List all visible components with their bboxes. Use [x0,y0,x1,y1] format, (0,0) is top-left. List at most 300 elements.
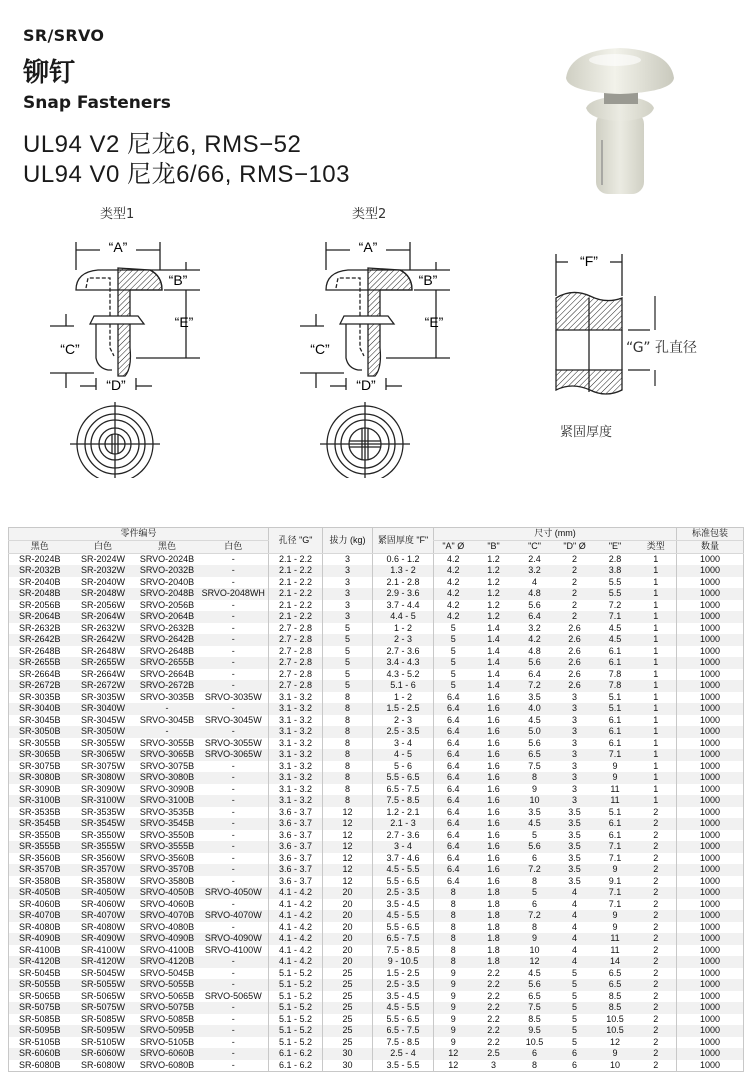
pack-quantity-cell: 1000 [677,761,744,773]
part-white-sr-cell: SR-5075W [71,1002,136,1014]
part-black-srvo-cell: SRVO-3035B [136,692,199,704]
dim-c-cell: 4.5 [515,715,555,727]
type-cell: 1 [636,726,677,738]
hole-diameter-cell: 2.1 - 2.2 [269,611,323,623]
dim-a-cell: 4.2 [434,611,473,623]
table-row [9,703,744,715]
dim-d-cell: 3 [555,795,595,807]
part-white-srvo-cell: - [199,1002,269,1014]
dim-b-cell: 3 [473,1060,515,1072]
pull-force-cell: 12 [323,807,373,819]
panel-thickness-cell: 4.3 - 5.2 [373,669,434,681]
type-cell: 1 [636,646,677,658]
pack-quantity-cell: 1000 [677,634,744,646]
hole-diameter-cell: 2.7 - 2.8 [269,634,323,646]
panel-thickness-cell: 2.1 - 3 [373,818,434,830]
hole-diameter-cell: 6.1 - 6.2 [269,1048,323,1060]
part-white-srvo-cell: SRVO-3055W [199,738,269,750]
pull-force-cell: 25 [323,1037,373,1049]
part-black-sr-cell: SR-2048B [9,588,71,600]
part-white-srvo-cell: - [199,795,269,807]
type-cell: 2 [636,1014,677,1026]
pull-force-cell: 5 [323,680,373,692]
hole-diameter-cell: 4.1 - 4.2 [269,887,323,899]
dim-a-cell: 4.2 [434,553,473,565]
panel-thickness-cell: 5 - 6 [373,761,434,773]
part-white-srvo-cell: - [199,956,269,968]
hole-dim-label [626,337,697,357]
part-black-sr-cell: SR-2040B [9,577,71,589]
part-white-srvo-cell: SRVO-4100W [199,945,269,957]
type-cell: 1 [636,749,677,761]
type-cell: 1 [636,577,677,589]
dim-c-cell: 4.8 [515,646,555,658]
dim-c-cell: 8 [515,772,555,784]
dim-c-cell: 7.5 [515,1002,555,1014]
pack-quantity-cell: 1000 [677,933,744,945]
dim-e-cell: 8.5 [595,1002,636,1014]
hole-diameter-label: 孔直径 [655,340,698,356]
dim-e-cell: 6.1 [595,830,636,842]
part-white-srvo-cell: SRVO-4070W [199,910,269,922]
pack-quantity-cell: 1000 [677,864,744,876]
dim-d-cell: 2 [555,600,595,612]
type1-section-diagram [50,228,250,478]
pack-quantity-cell: 1000 [677,784,744,796]
panel-thickness-cell: 6.5 - 7.5 [373,1025,434,1037]
part-black-srvo-cell: SRVO-3545B [136,818,199,830]
dim-d-cell: 3 [555,772,595,784]
type-cell: 2 [636,887,677,899]
table-row [9,933,744,945]
panel-thickness-cell: 1.5 - 2.5 [373,703,434,715]
dim-a-cell: 5 [434,634,473,646]
pull-force-cell: 20 [323,956,373,968]
part-white-sr-cell: SR-2024W [71,553,136,565]
panel-thickness-cell: 2 - 3 [373,715,434,727]
dim-label-c: “C” [310,341,330,357]
dim-e-cell: 11 [595,945,636,957]
dim-b-cell: 1.8 [473,922,515,934]
part-black-sr-cell: SR-4080B [9,922,71,934]
pack-quantity-cell: 1000 [677,553,744,565]
pack-quantity-cell: 1000 [677,1060,744,1072]
part-black-srvo-cell: SRVO-3055B [136,738,199,750]
part-white-srvo-cell: - [199,634,269,646]
pack-quantity-cell: 1000 [677,772,744,784]
hole-diameter-cell: 3.1 - 3.2 [269,749,323,761]
dim-e-cell: 4.5 [595,623,636,635]
table-row [9,772,744,784]
pull-force-cell: 8 [323,772,373,784]
dim-d-cell: 2.6 [555,634,595,646]
pull-force-cell: 25 [323,968,373,980]
dim-d-cell: 2.6 [555,623,595,635]
part-black-srvo-cell: SRVO-5045B [136,968,199,980]
part-black-srvo-cell: SRVO-3075B [136,761,199,773]
part-black-srvo-cell: SRVO-3100B [136,795,199,807]
dim-a-cell: 5 [434,657,473,669]
pull-force-cell: 3 [323,611,373,623]
part-black-srvo-cell: SRVO-2040B [136,577,199,589]
dim-b-cell: 1.6 [473,830,515,842]
table-row [9,611,744,623]
hole-diameter-cell: 3.1 - 3.2 [269,795,323,807]
dim-d-cell: 3 [555,715,595,727]
type-cell: 1 [636,611,677,623]
table-row [9,1025,744,1037]
part-white-srvo-cell: SRVO-2048WH [199,588,269,600]
dim-c-cell: 3.2 [515,623,555,635]
hole-diameter-cell: 6.1 - 6.2 [269,1060,323,1072]
dim-b-cell: 1.6 [473,726,515,738]
dim-a-cell: 9 [434,1025,473,1037]
part-black-sr-cell: SR-3570B [9,864,71,876]
dim-e-cell: 8.5 [595,991,636,1003]
dim-b-cell: 1.2 [473,588,515,600]
part-white-srvo-cell: - [199,1037,269,1049]
part-white-srvo-cell: - [199,807,269,819]
dim-a-cell: 4.2 [434,588,473,600]
table-row [9,588,744,600]
dim-a-cell: 6.4 [434,795,473,807]
dim-b-cell: 1.8 [473,899,515,911]
type-cell: 1 [636,772,677,784]
dim-label-g: “G” [626,340,651,356]
dim-e-cell: 7.1 [595,749,636,761]
type-cell: 2 [636,899,677,911]
dim-b-cell: 1.6 [473,795,515,807]
header-pull-force: 拔力 (kg) [323,528,373,554]
dim-b-cell: 1.6 [473,876,515,888]
dim-a-cell: 8 [434,887,473,899]
part-white-sr-cell: SR-3055W [71,738,136,750]
dim-b-cell: 1.4 [473,669,515,681]
dim-c-cell: 4.2 [515,634,555,646]
dim-c-cell: 10.5 [515,1037,555,1049]
type-cell: 2 [636,1025,677,1037]
dim-d-cell: 3.5 [555,853,595,865]
part-black-sr-cell: SR-3545B [9,818,71,830]
pack-quantity-cell: 1000 [677,899,744,911]
dim-a-cell: 6.4 [434,726,473,738]
type-cell: 1 [636,553,677,565]
dim-d-cell: 2.6 [555,680,595,692]
part-white-sr-cell: SR-3080W [71,772,136,784]
part-white-sr-cell: SR-2642W [71,634,136,646]
part-black-sr-cell: SR-2672B [9,680,71,692]
panel-thickness-cell: 4.4 - 5 [373,611,434,623]
part-black-srvo-cell: SRVO-2048B [136,588,199,600]
panel-thickness-cell: 2.7 - 3.6 [373,646,434,658]
part-white-sr-cell: SR-4060W [71,899,136,911]
hole-diameter-cell: 3.6 - 3.7 [269,830,323,842]
dim-e-cell: 9 [595,761,636,773]
header-black-sr: 黑色 [9,541,71,554]
dim-e-cell: 9 [595,910,636,922]
pull-force-cell: 8 [323,726,373,738]
hole-diameter-cell: 5.1 - 5.2 [269,979,323,991]
table-row [9,864,744,876]
dim-label-e: “E” [424,314,444,330]
part-black-srvo-cell: SRVO-3580B [136,876,199,888]
title-chinese: 铆钉 [23,58,76,88]
part-white-sr-cell: SR-3045W [71,715,136,727]
dim-c-cell: 2.4 [515,553,555,565]
dim-e-cell: 6.1 [595,657,636,669]
dim-label-d: “D” [106,377,126,393]
pull-force-cell: 12 [323,864,373,876]
panel-thickness-cell: 1.5 - 2.5 [373,968,434,980]
part-white-srvo-cell: - [199,623,269,635]
table-row [9,715,744,727]
part-black-srvo-cell: SRVO-4060B [136,899,199,911]
pack-quantity-cell: 1000 [677,692,744,704]
dim-a-cell: 6.4 [434,784,473,796]
part-black-sr-cell: SR-3075B [9,761,71,773]
dim-a-cell: 12 [434,1048,473,1060]
type-cell: 2 [636,979,677,991]
hole-diameter-cell: 5.1 - 5.2 [269,991,323,1003]
part-black-srvo-cell: SRVO-2056B [136,600,199,612]
dim-c-cell: 9.5 [515,1025,555,1037]
dim-d-cell: 3.5 [555,830,595,842]
dim-d-cell: 5 [555,1002,595,1014]
table-row [9,795,744,807]
dim-a-cell: 6.4 [434,853,473,865]
pack-quantity-cell: 1000 [677,1025,744,1037]
pack-quantity-cell: 1000 [677,611,744,623]
pull-force-cell: 3 [323,588,373,600]
dim-e-cell: 11 [595,784,636,796]
dim-b-cell: 1.2 [473,600,515,612]
dim-d-cell: 3 [555,726,595,738]
dim-c-cell: 4.0 [515,703,555,715]
header-dim-d: "D" Ø [555,541,595,554]
pull-force-cell: 8 [323,749,373,761]
pack-quantity-cell: 1000 [677,910,744,922]
dim-d-cell: 5 [555,979,595,991]
part-black-sr-cell: SR-2064B [9,611,71,623]
hole-diameter-cell: 5.1 - 5.2 [269,1037,323,1049]
part-black-srvo-cell: SRVO-4090B [136,933,199,945]
dim-e-cell: 7.1 [595,853,636,865]
dim-a-cell: 12 [434,1060,473,1072]
part-black-sr-cell: SR-2642B [9,634,71,646]
dim-c-cell: 7.2 [515,680,555,692]
type-cell: 1 [636,565,677,577]
part-black-srvo-cell: SRVO-4080B [136,922,199,934]
dim-d-cell: 2.6 [555,669,595,681]
part-white-sr-cell: SR-2632W [71,623,136,635]
type2-label: 类型2 [352,207,387,222]
part-black-srvo-cell: SRVO-3560B [136,853,199,865]
header-hole-diameter: 孔径 "G" [269,528,323,554]
part-black-sr-cell: SR-2032B [9,565,71,577]
hole-diameter-cell: 4.1 - 4.2 [269,933,323,945]
type-cell: 2 [636,933,677,945]
dim-d-cell: 3 [555,761,595,773]
part-black-sr-cell: SR-3100B [9,795,71,807]
part-black-sr-cell: SR-5045B [9,968,71,980]
part-white-sr-cell: SR-4080W [71,922,136,934]
table-row [9,738,744,750]
pull-force-cell: 25 [323,1025,373,1037]
dim-c-cell: 4.5 [515,818,555,830]
part-black-sr-cell: SR-4070B [9,910,71,922]
header-type: 类型 [636,541,677,554]
panel-thickness-cell: 4.5 - 5.5 [373,864,434,876]
part-black-srvo-cell: SRVO-2648B [136,646,199,658]
part-white-sr-cell: SR-5105W [71,1037,136,1049]
part-black-srvo-cell: SRVO-5105B [136,1037,199,1049]
part-black-sr-cell: SR-2024B [9,553,71,565]
dim-b-cell: 1.6 [473,703,515,715]
pull-force-cell: 12 [323,853,373,865]
dim-e-cell: 6.5 [595,968,636,980]
table-row [9,818,744,830]
pack-quantity-cell: 1000 [677,577,744,589]
part-white-srvo-cell: - [199,1025,269,1037]
dim-b-cell: 1.6 [473,853,515,865]
part-black-sr-cell: SR-2632B [9,623,71,635]
dim-label-f: “F” [580,253,598,269]
part-black-srvo-cell: SRVO-4070B [136,910,199,922]
part-black-sr-cell: SR-6060B [9,1048,71,1060]
part-black-srvo-cell: SRVO-3535B [136,807,199,819]
part-white-sr-cell: SR-3075W [71,761,136,773]
dim-c-cell: 3.5 [515,692,555,704]
dim-d-cell: 2 [555,611,595,623]
panel-thickness-cell: 3.5 - 4.5 [373,991,434,1003]
type-cell: 2 [636,853,677,865]
dim-b-cell: 1.6 [473,749,515,761]
dim-e-cell: 6.1 [595,738,636,750]
dim-e-cell: 5.5 [595,577,636,589]
part-white-srvo-cell: SRVO-4090W [199,933,269,945]
type-cell: 2 [636,876,677,888]
part-white-srvo-cell: - [199,726,269,738]
part-white-srvo-cell: - [199,657,269,669]
dim-d-cell: 3 [555,692,595,704]
part-white-srvo-cell: SRVO-4050W [199,887,269,899]
dim-d-cell: 4 [555,910,595,922]
pull-force-cell: 3 [323,565,373,577]
dim-b-cell: 1.4 [473,623,515,635]
pack-quantity-cell: 1000 [677,680,744,692]
part-white-sr-cell: SR-5085W [71,1014,136,1026]
dim-c-cell: 6.4 [515,669,555,681]
dim-b-cell: 1.6 [473,738,515,750]
part-white-sr-cell: SR-3100W [71,795,136,807]
pull-force-cell: 12 [323,818,373,830]
part-white-sr-cell: SR-3040W [71,703,136,715]
type-cell: 1 [636,588,677,600]
type-cell: 1 [636,680,677,692]
dim-c-cell: 6 [515,1048,555,1060]
panel-thickness-cell: 7.5 - 8.5 [373,795,434,807]
part-black-srvo-cell: SRVO-2064B [136,611,199,623]
dim-a-cell: 5 [434,623,473,635]
part-white-sr-cell: SR-5055W [71,979,136,991]
pack-quantity-cell: 1000 [677,565,744,577]
pack-quantity-cell: 1000 [677,623,744,635]
part-black-sr-cell: SR-3055B [9,738,71,750]
hole-diameter-cell: 3.6 - 3.7 [269,841,323,853]
dim-a-cell: 5 [434,646,473,658]
part-black-sr-cell: SR-2648B [9,646,71,658]
part-white-srvo-cell: - [199,818,269,830]
dim-e-cell: 5.5 [595,588,636,600]
part-white-sr-cell: SR-3550W [71,830,136,842]
dim-a-cell: 9 [434,979,473,991]
part-white-srvo-cell: - [199,1014,269,1026]
dim-e-cell: 6.1 [595,818,636,830]
type-cell: 2 [636,1048,677,1060]
table-row [9,853,744,865]
panel-thickness-cell: 2.5 - 3.5 [373,726,434,738]
table-row [9,956,744,968]
part-black-sr-cell: SR-2664B [9,669,71,681]
pull-force-cell: 5 [323,623,373,635]
table-row [9,1048,744,1060]
pack-quantity-cell: 1000 [677,600,744,612]
dim-a-cell: 6.4 [434,715,473,727]
hole-diameter-cell: 2.1 - 2.2 [269,577,323,589]
pull-force-cell: 5 [323,669,373,681]
part-white-srvo-cell: - [199,922,269,934]
dim-a-cell: 4.2 [434,577,473,589]
part-white-sr-cell: SR-3570W [71,864,136,876]
panel-thickness-cell: 2.5 - 3.5 [373,979,434,991]
part-black-srvo-cell: SRVO-2664B [136,669,199,681]
part-black-sr-cell: SR-5055B [9,979,71,991]
dim-label-b: “B” [168,272,188,288]
part-white-srvo-cell: - [199,577,269,589]
panel-thickness-cell: 2.5 - 4 [373,1048,434,1060]
type-cell: 1 [636,692,677,704]
part-black-sr-cell: SR-3560B [9,853,71,865]
dim-e-cell: 11 [595,795,636,807]
dim-e-cell: 3.8 [595,565,636,577]
type-cell: 1 [636,623,677,635]
hole-diameter-cell: 3.1 - 3.2 [269,784,323,796]
pull-force-cell: 20 [323,887,373,899]
part-black-sr-cell: SR-3580B [9,876,71,888]
dim-c-cell: 8 [515,922,555,934]
pack-quantity-cell: 1000 [677,726,744,738]
dim-b-cell: 1.8 [473,956,515,968]
dim-d-cell: 2 [555,565,595,577]
header-white-sr: 白色 [71,541,136,554]
hole-diameter-cell: 3.1 - 3.2 [269,715,323,727]
part-white-srvo-cell: - [199,761,269,773]
part-white-srvo-cell: SRVO-5065W [199,991,269,1003]
part-white-sr-cell: SR-3545W [71,818,136,830]
hole-diameter-cell: 2.7 - 2.8 [269,669,323,681]
pack-quantity-cell: 1000 [677,887,744,899]
panel-thickness-cell: 3.7 - 4.6 [373,853,434,865]
part-white-sr-cell: SR-5045W [71,968,136,980]
part-black-sr-cell: SR-2056B [9,600,71,612]
part-white-srvo-cell: - [199,646,269,658]
part-black-sr-cell: SR-4100B [9,945,71,957]
part-black-sr-cell: SR-3065B [9,749,71,761]
part-white-sr-cell: SR-6060W [71,1048,136,1060]
pull-force-cell: 8 [323,715,373,727]
dim-d-cell: 3 [555,703,595,715]
pull-force-cell: 30 [323,1060,373,1072]
